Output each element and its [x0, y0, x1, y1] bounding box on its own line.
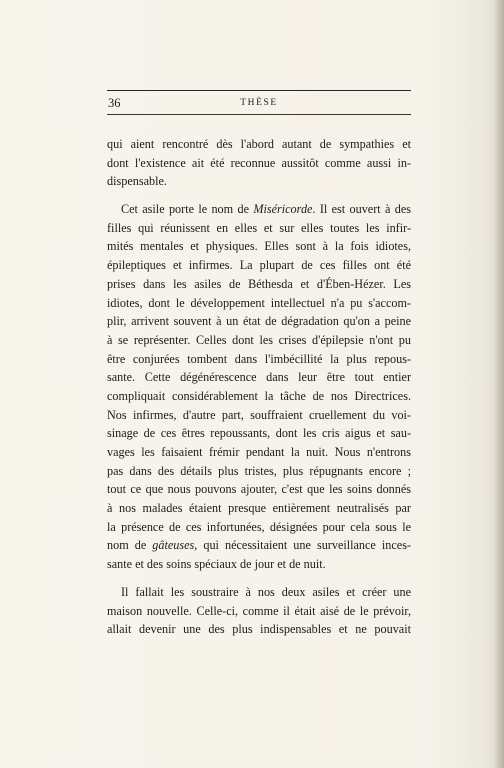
text-line	[107, 200, 411, 219]
header-rule-top	[107, 90, 411, 91]
text-line: idiotes, dont le développement intellectuel n'a pu s'accom-	[107, 295, 411, 310]
text-line: filles qui réunissent en elles et sur elles toutes les infir-	[107, 220, 411, 235]
page-edge-shadow	[494, 0, 504, 768]
text-line: mités mentales et physiques. Elles sont à la fois idiotes,	[107, 239, 411, 254]
text-line: pas dans des détails plus tristes, plus répugnants encore ;	[107, 463, 411, 478]
text-line: épileptiques et infirmes. La plupart de ces filles ont été	[107, 258, 411, 273]
text-line: plir, arrivent souvent à un état de dégradation qu'on a peine	[107, 314, 411, 329]
text-line: à se représenter. Celles dont les crises d'épilepsie n'ont pu	[107, 332, 411, 347]
text-line: prises dans les asiles de Béthesda et d'Ében-Hézer. Les	[107, 276, 411, 291]
text-run: nom de	[107, 538, 153, 553]
header-rule-bottom	[107, 114, 411, 115]
text-run: Cet asile porte le nom de	[121, 202, 254, 217]
text-line: maison nouvelle. Celle-ci, comme il était aisé de le prévoir,	[107, 603, 411, 618]
page-number: 36	[108, 96, 121, 110]
text-line	[107, 536, 411, 555]
text-line: être conjurées tombent dans l'imbécillité la plus repous-	[107, 351, 411, 366]
text-line: sinage de ces êtres repoussants, dont les cris aigus et sau-	[107, 426, 411, 441]
text-line: Nos infirmes, d'autre part, souffraient cruellement du voi-	[107, 407, 411, 422]
text-line: dont l'existence ait été reconnue aussitôt comme aussi in-	[107, 155, 411, 170]
running-head	[107, 90, 411, 112]
text-line: Il fallait les soustraire à nos deux asiles et créer une	[121, 584, 411, 599]
text-line: à nos malades étaient presque entièrement neutralisés par	[107, 501, 411, 516]
paragraph-1	[107, 135, 411, 191]
text-line: allait devenir une des plus indispensables et ne pouvait	[107, 622, 411, 637]
body-text	[107, 135, 411, 648]
running-title: THÈSE	[240, 98, 278, 108]
text-line: la présence de ces infortunées, désignées pour cela sous le	[107, 519, 411, 534]
text-line: dispensable.	[107, 174, 167, 189]
text-line: vages les faisaient frémir pendant la nuit. Nous n'entrons	[107, 445, 411, 459]
asylum-name: Miséricorde	[253, 202, 313, 217]
text-run: , qui nécessitaient une surveillance inces-	[194, 538, 411, 553]
text-line: qui aient rencontré dès l'abord autant de sympathies et	[107, 137, 411, 151]
text-line: sante. Cette dégénérescence dans leur être tout entier	[107, 370, 411, 385]
term-gateuses: gâteuses	[152, 538, 195, 553]
text-line: compliquait considérablement la tâche de nos Directrices.	[107, 388, 411, 403]
text-line: tout ce que nous pouvons ajouter, c'est que les soins donnés	[107, 482, 411, 497]
text-line: sante et des soins spéciaux de jour et de nuit.	[107, 557, 326, 572]
paragraph-2	[107, 200, 411, 574]
text-run: . Il est ouvert à des	[312, 202, 411, 217]
paragraph-3	[107, 583, 411, 639]
